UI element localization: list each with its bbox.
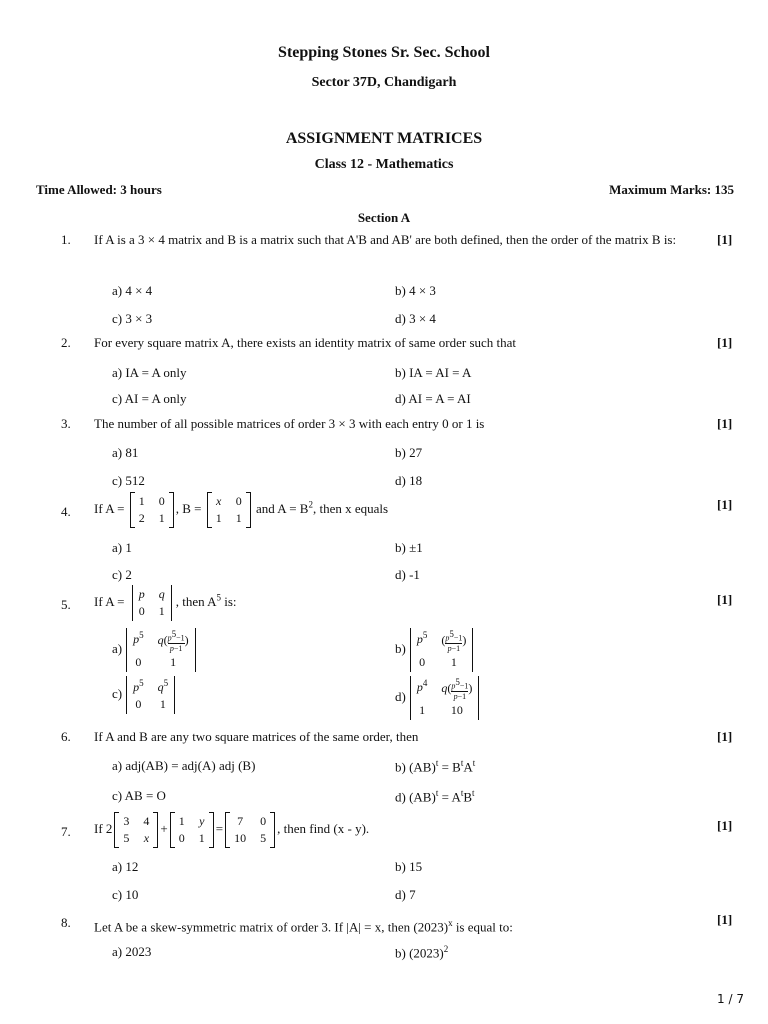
question-marks: [1] — [717, 912, 733, 927]
option-b: b) $(2023)^2$ — [395, 944, 449, 961]
option-a: a) 4 × 4 — [112, 283, 153, 298]
question-text: For every square matrix A, there exists an identity matrix of same order such that — [94, 335, 517, 350]
assignment-title: ASSIGNMENT MATRICES — [285, 130, 483, 147]
option-d: d) 18 — [395, 473, 423, 488]
question-number: 5. — [61, 597, 71, 612]
option-c: c) AB = O — [112, 788, 166, 803]
option-a: a) 12 — [112, 859, 139, 874]
option-c: c) 3 × 3 — [112, 311, 153, 326]
option-d: d) -1 — [395, 567, 420, 582]
question-marks: [1] — [717, 335, 733, 350]
question-text: The number of all possible matrices of order 3 × 3 with each entry 0 or 1 is — [94, 416, 485, 431]
option-b: b) $p^5$ ( $\frac{p^5-1}{p-1}$ ) 0 1 — [395, 628, 477, 672]
question-marks: [1] — [717, 416, 733, 431]
option-b: b) 27 — [395, 445, 423, 460]
option-c: c) 2 — [112, 567, 132, 582]
option-a: a) 81 — [112, 445, 139, 460]
option-c: c) 512 — [112, 473, 145, 488]
question-text: If A is a 3 × 4 matrix and B is a matrix such that A'B and AB' are both defined, then the order of the matrix B is: — [94, 232, 677, 247]
option-c: c) AI = A only — [112, 391, 187, 406]
option-d: d) $p^4$ q( $\frac{p^5-1}{p-1}$ ) 1 10 — [395, 676, 483, 720]
option-b: b) 15 — [395, 859, 423, 874]
question-text: If A = 1 0 2 1 , B = x 0 1 1 and $A = B^2$, then x equals — [94, 492, 388, 528]
question-marks: [1] — [717, 729, 733, 744]
question-text: If A = p q 0 1 , then $A^5$ is: — [94, 585, 237, 621]
question-text: If 2 3 4 5 x + 1 y 0 1 = 7 0 10 5 , then find (x - y). — [94, 812, 369, 848]
question-marks: [1] — [717, 497, 733, 512]
option-b: b) $(AB)^t = B^tA^t$ — [395, 758, 476, 775]
option-a: a) 2023 — [112, 944, 152, 959]
option-a: a) adj(AB) = adj(A) adj (B) — [112, 758, 256, 773]
question-number: 7. — [61, 824, 71, 839]
option-a: a) IA = A only — [112, 365, 187, 380]
option-d: d) 3 × 4 — [395, 311, 436, 326]
question-number: 8. — [61, 915, 71, 930]
option-a: a) 1 — [112, 540, 132, 555]
option-b: b) 4 × 3 — [395, 283, 436, 298]
option-b: b) IA = AI = A — [395, 365, 472, 380]
class-subject: Class 12 - Mathematics — [314, 157, 454, 172]
option-d: d) AI = A = AI — [395, 391, 471, 406]
matrix-a: 1 0 2 1 — [130, 492, 174, 528]
page-number: 1 / 7 — [717, 992, 744, 1006]
time-allowed: Time Allowed: 3 hours — [36, 182, 162, 197]
question-number: 6. — [61, 729, 71, 744]
option-c: c) 10 — [112, 887, 139, 902]
question-number: 1. — [61, 232, 71, 247]
school-name: Stepping Stones Sr. Sec. School — [278, 44, 490, 61]
question-number: 2. — [61, 335, 71, 350]
question-marks: [1] — [717, 592, 733, 607]
question-marks: [1] — [717, 232, 733, 247]
section-heading: Section A — [357, 210, 411, 225]
option-d: d) 7 — [395, 887, 416, 902]
maximum-marks: Maximum Marks: 135 — [609, 182, 734, 197]
question-text: If A and B are any two square matrices of the same order, then — [94, 729, 419, 744]
matrix-b: x 0 1 1 — [207, 492, 251, 528]
determinant-a: p q 0 1 — [130, 585, 174, 621]
school-location: Sector 37D, Chandigarh — [311, 75, 457, 90]
question-number: 4. — [61, 504, 71, 519]
option-c: c) $p^5$ $q^5$ 0 1 — [112, 676, 179, 714]
option-d: d) $(AB)^t = A^tB^t$ — [395, 788, 475, 805]
question-marks: [1] — [717, 818, 733, 833]
option-a: a) $p^5$ q( $\frac{p^5-1}{p-1}$ ) 0 1 — [112, 628, 200, 672]
question-number: 3. — [61, 416, 71, 431]
question-text: Let A be a skew-symmetric matrix of order 3. If |A| = x, then $(2023)^x$ is equal to: — [94, 918, 513, 935]
option-b: b) ±1 — [395, 540, 423, 555]
